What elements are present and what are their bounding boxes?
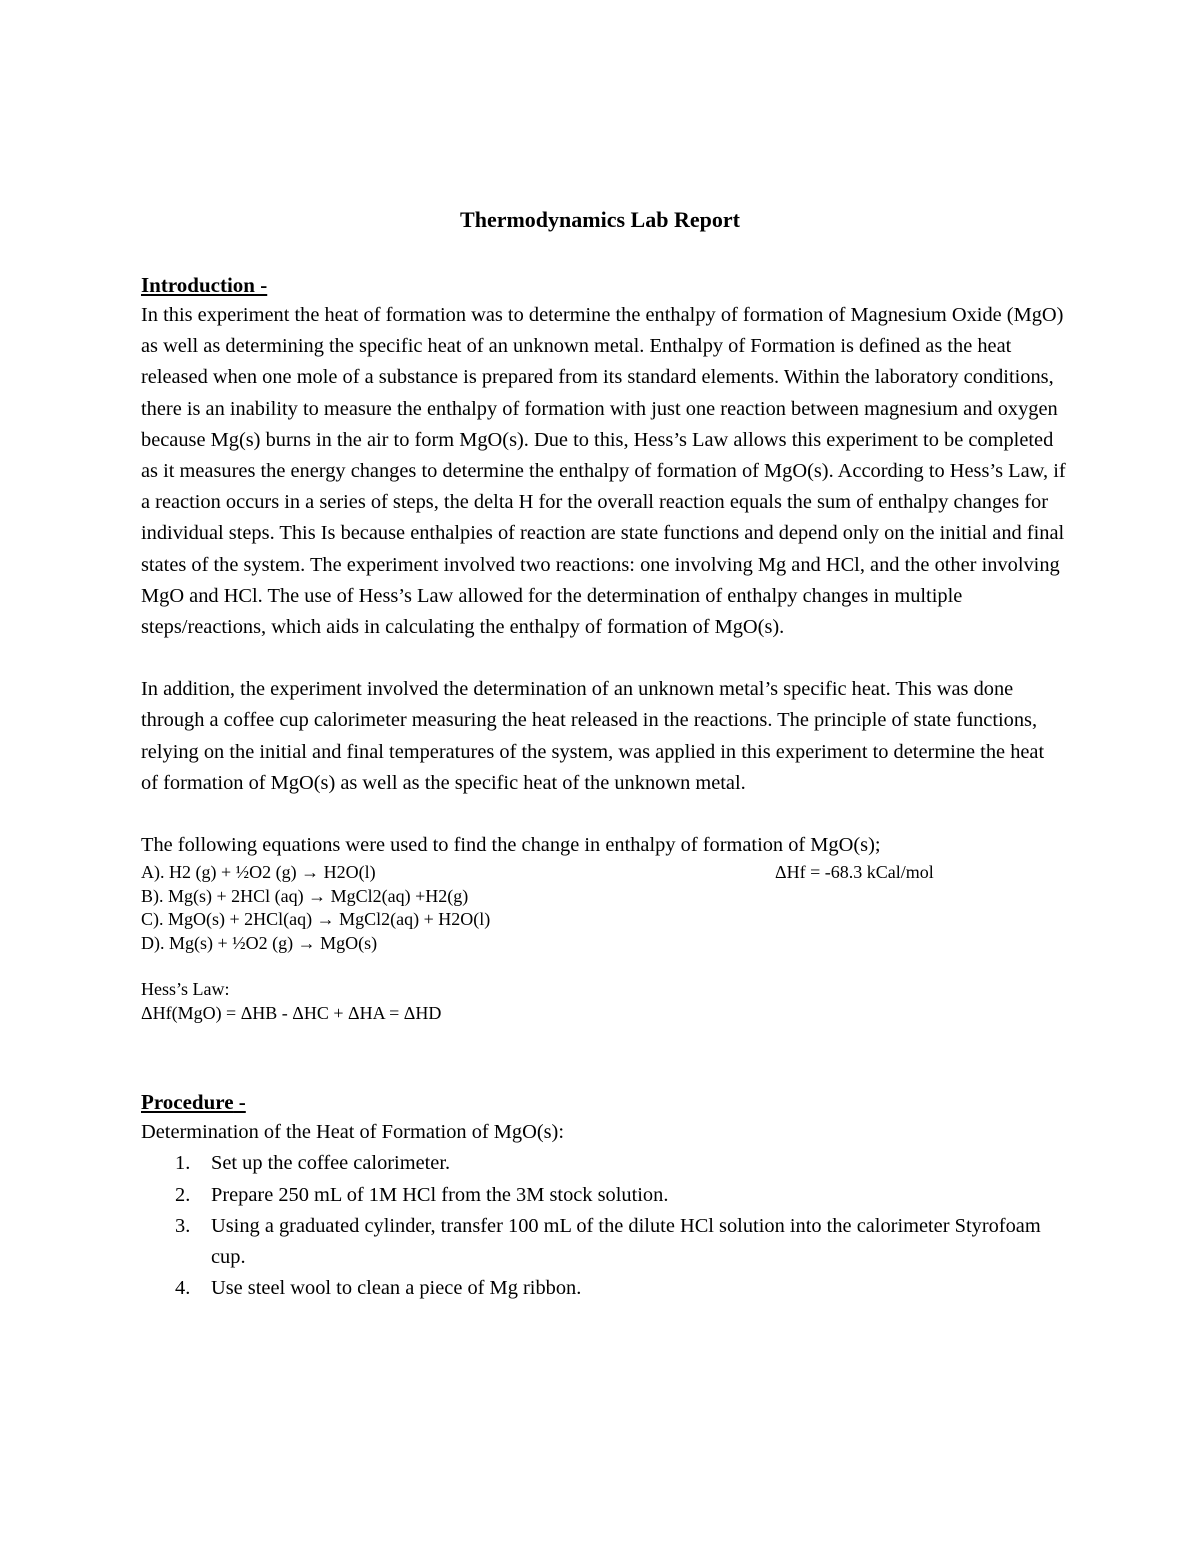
procedure-step: [141, 1148, 1066, 1179]
introduction-paragraph-2: In addition, the experiment involved the determination of an unknown metal’s specific heat. This was done through a coffee cup calorimeter measuring the heat released in the reactions. The principle of state functions, relying on the initial and final temperatures of the system, was applied in this experiment to determine the heat of formation of MgO(s) as well as the specific heat of the unknown metal.: [141, 678, 1045, 794]
equation-enthalpy: ΔHf = -68.3 kCal/mol: [775, 862, 934, 883]
step-text: Use steel wool to clean a piece of Mg ribbon.: [211, 1277, 582, 1300]
step-number: 3.: [175, 1214, 191, 1237]
procedure-steps: [141, 1148, 1066, 1304]
step-text: Set up the coffee calorimeter.: [211, 1152, 451, 1175]
introduction-heading: [141, 270, 1066, 300]
equation-text: A). H2 (g) + ½O2 (g) → H2O(l): [141, 862, 376, 883]
equation-row: [141, 885, 1066, 909]
hess-law-label: Hess’s Law:: [141, 979, 230, 1000]
introduction-heading-label: Introduction: [141, 273, 255, 297]
equation-list: [141, 861, 1066, 955]
hess-law-block: [141, 978, 1066, 1025]
introduction-heading-suffix: -: [254, 273, 268, 297]
equation-text: C). MgO(s) + 2HCl(aq) → MgCl2(aq) + H2O(l): [141, 909, 491, 930]
equation-text: B). Mg(s) + 2HCl (aq) → MgCl2(aq) +H2(g): [141, 885, 469, 906]
equation-row: [141, 908, 1066, 932]
document-body: [141, 270, 1066, 1304]
equation-row: [141, 932, 1066, 956]
procedure-heading: [141, 1087, 1066, 1117]
procedure-heading-label: Procedure: [141, 1090, 234, 1115]
procedure-subheading: Determination of the Heat of Formation of MgO(s):: [141, 1121, 565, 1144]
procedure-step: [141, 1211, 1066, 1273]
equation-row: [141, 861, 1066, 885]
procedure-step: [141, 1273, 1066, 1304]
step-number: 2.: [175, 1183, 191, 1206]
hess-law-equation: ΔHf(MgO) = ΔHB - ΔHC + ΔHA = ΔHD: [141, 1002, 442, 1023]
step-number: 4.: [175, 1277, 191, 1300]
document-title: Thermodynamics Lab Report: [460, 207, 740, 232]
step-text: Using a graduated cylinder, transfer 100 mL of the dilute HCl solution into the calorimeter Styrofoam cup.: [211, 1214, 1041, 1269]
step-number: 1.: [175, 1152, 191, 1175]
introduction-paragraph-3: The following equations were used to find the change in enthalpy of formation of MgO(s);: [141, 834, 881, 857]
step-text: Prepare 250 mL of 1M HCl from the 3M stock solution.: [211, 1183, 669, 1206]
procedure-step: [141, 1180, 1066, 1211]
equation-text: D). Mg(s) + ½O2 (g) → MgO(s): [141, 932, 378, 953]
introduction-paragraph-1: In this experiment the heat of formation was to determine the enthalpy of formation of Magnesium Oxide (MgO) as well as determining the specific heat of an unknown metal. Enthalpy of Formation is defined as the heat released when one mole of a substance is prepared from its standard elements. Within the laboratory conditions, there is an inability to measure the enthalpy of formation with just one reaction between magnesium and oxygen because Mg(s) burns in the air to form MgO(s). Due to this, Hess’s Law allows this experiment to be completed as it measures the energy changes to determine the enthalpy of formation of MgO(s). According to Hess’s Law, if a reaction occurs in a series of steps, the delta H for the overall reaction equals the sum of enthalpy changes for individual steps. This Is because enthalpies of reaction are state functions and depend only on the initial and final states of the system. The experiment involved two reactions: one involving Mg and HCl, and the other involving MgO and HCl. The use of Hess’s Law allowed for the determination of enthalpy changes in multiple steps/reactions, which aids in calculating the enthalpy of formation of MgO(s).: [141, 304, 1066, 639]
procedure-heading-suffix: -: [233, 1090, 246, 1115]
